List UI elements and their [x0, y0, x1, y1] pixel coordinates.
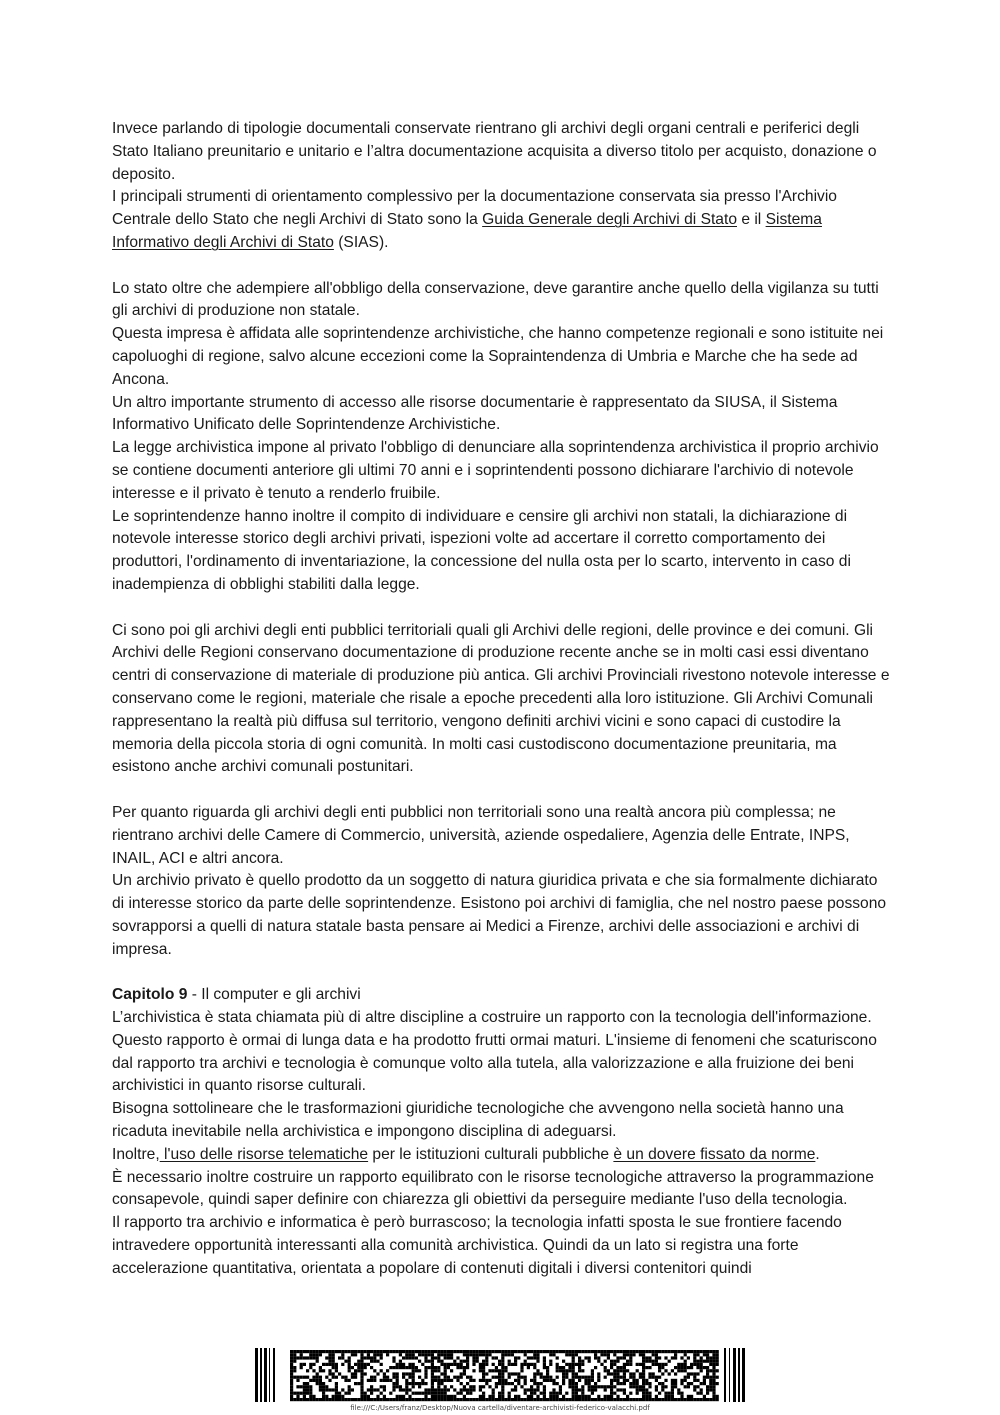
paragraph-programmazione: È necessario inoltre costruire un rapporto equilibrato con le risorse tecnologiche attraverso la programmazione consapevole, quindi saper definire con chiarezza gli obiettivi da perseguire mediante l'uso della tecnologia.: [112, 1168, 874, 1209]
link-dovere-fissato-norme[interactable]: è un dovere fissato da norme: [613, 1145, 816, 1163]
paragraph-archivio-privato: Un archivio privato è quello prodotto da un soggetto di natura giuridica privata e che sia formalmente dichiarato di interesse storico da parte delle soprintendenze. Esistono poi archivi di famiglia, che nel nostro paese possono sovrapporsi a quelli di natura statale basta pensare ai Medici a Firenze, archivi delle associazioni e archivi di impresa.: [112, 872, 887, 958]
document-body: [112, 118, 892, 1281]
paragraph-gap: [112, 255, 892, 278]
paragraph-trasformazioni: Bisogna sottolineare che le trasformazioni giuridiche tecnologiche che avvengono nella società hanno una ricaduta inevitabile nella archivistica e impongono disciplina di adeguarsi.: [112, 1100, 844, 1141]
chapter-heading: [112, 984, 892, 1007]
link-sistema-informativo[interactable]: Sistema Informativo degli Archivi di Stato: [112, 211, 822, 251]
paragraph-risorse-telematiche: [112, 1144, 892, 1167]
paragraph-text: .: [815, 1145, 820, 1163]
chapter-title: - Il computer e gli archivi: [187, 986, 361, 1004]
paragraph-rapporto-informatica: Il rapporto tra archivio e informatica è però burrascoso; la tecnologia infatti sposta le sue frontiere facendo intravedere opportunità interessanti alla comunità archivistica. Quindi da un lato si registra una forte accelerazione quantitativa, orientata a popolare di contenuti digitali i diversi contenitori quindi: [112, 1214, 842, 1277]
link-uso-risorse-telematiche[interactable]: l'uso delle risorse telematiche: [159, 1145, 369, 1163]
paragraph-text: Inoltre,: [112, 1145, 160, 1163]
paragraph-gap: [112, 961, 892, 984]
paragraph-strumenti: [112, 186, 892, 254]
paragraph-compiti: Le soprintendenze hanno inoltre il compito di individuare e censire gli archivi non statali, la dichiarazione di notevole interesse storico degli archivi privati, ispezioni volte ad accertare il corretto comportamento dei produttori, l'ordinamento di inventariazione, la concessione del nulla osta per lo scarto, intervento in caso di inadempienza di obblighi stabiliti dalla legge.: [112, 507, 851, 593]
paragraph-gap: [112, 779, 892, 802]
barcode-stamp: [250, 1340, 750, 1404]
paragraph-vigilanza: Lo stato oltre che adempiere all'obbligo della conservazione, deve garantire anche quello della vigilanza su tutti gli archivi di produzione non statale.: [112, 279, 879, 320]
paragraph-archivistica: L’archivistica è stata chiamata più di altre discipline a costruire un rapporto con la tecnologia dell'informazione. Questo rapporto è ormai di lunga data e ha prodotto frutti ormai maturi. L'insieme di fenomeni che scaturiscono dal rapporto tra archivi e tecnologia è comunque volto alla tutela, alla valorizzazione e alla fruizione dei beni archivistici in quanto risorse culturali.: [112, 1009, 877, 1095]
paragraph-gap: [112, 597, 892, 620]
paragraph-text: e il: [737, 211, 766, 229]
paragraph-legge-archivistica: La legge archivistica impone al privato l'obbligo di denunciare alla soprintendenza archivistica il proprio archivio se contiene documenti anteriore gli ultimi 70 anni e i soprintendenti possono dichiarare l'archivio di notevole interesse e il privato è tenuto a renderlo fruibile.: [112, 439, 879, 502]
paragraph-enti-territoriali: Ci sono poi gli archivi degli enti pubblici territoriali quali gli Archivi delle regioni, delle province e dei comuni. Gli Archivi delle Regioni conservano documentazione di produzione recente anche se in molti casi essi diventano centri di conservazione di materiale di produzione più antica. Gli archivi Provinciali rivestono notevole interesse e conservano come le regioni, materiale che risale a epoche precedenti alla loro istituzione. Gli Archivi Comunali rappresentano la realtà più diffusa sul territorio, vengono definiti archivi vicini e sono capaci di custodire la memoria della piccola storia di ogni comunità. In molti casi custodiscono documentazione preunitaria, ma esistono anche archivi comunali postunitari.: [112, 621, 890, 776]
footer-file-path: file:///C:/Users/franz/Desktop/Nuova cartella/diventare-archivisti-federico-valacchi.pdf: [350, 1404, 650, 1412]
barcode-graphic: [250, 1340, 750, 1404]
chapter-number: Capitolo 9: [112, 986, 188, 1004]
paragraph-tipologie: Invece parlando di tipologie documentali conservate rientrano gli archivi degli organi centrali e periferici degli Stato Italiano preunitario e unitario e l’altra documentazione acquisita a diverso titolo per acquisto, donazione o deposito.: [112, 120, 877, 183]
paragraph-text: I principali strumenti di orientamento complessivo per la documentazione conservata sia presso l'Archivio Centrale dello Stato che negli Archivi di Stato sono la: [112, 188, 837, 229]
link-guida-generale[interactable]: Guida Generale degli Archivi di Stato: [482, 211, 737, 229]
paragraph-siusa: Un altro importante strumento di accesso alle risorse documentarie è rappresentato da SIUSA, il Sistema Informativo Unificato delle Soprintendenze Archivistiche.: [112, 393, 838, 434]
paragraph-soprintendenze: Questa impresa è affidata alle soprintendenze archivistiche, che hanno competenze regionali e sono istituite nei capoluoghi di regione, salvo alcune eccezioni come la Sopraintendenza di Umbria e Marche che ha sede ad Ancona.: [112, 325, 884, 388]
paragraph-enti-non-territoriali: Per quanto riguarda gli archivi degli enti pubblici non territoriali sono una realtà ancora più complessa; ne rientrano archivi delle Camere di Commercio, università, aziende ospedaliere, Agenzia delle Entrate, INPS, INAIL, ACI e altri ancora.: [112, 803, 850, 867]
paragraph-text: (SIAS).: [333, 233, 389, 251]
paragraph-text: per le istituzioni culturali pubbliche: [368, 1145, 614, 1163]
